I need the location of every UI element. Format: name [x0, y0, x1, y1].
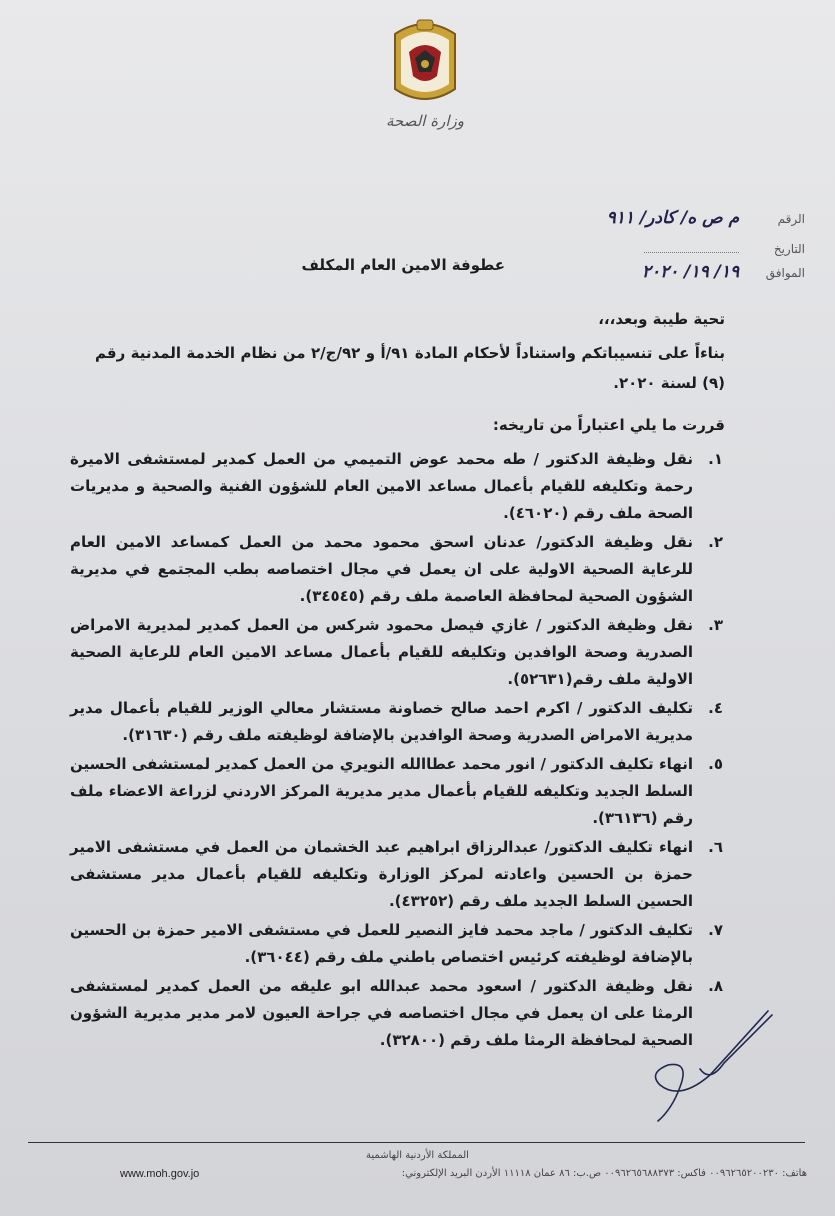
ministry-name: وزارة الصحة: [386, 112, 464, 130]
list-item: [70, 612, 723, 693]
item-text: انهاء تكليف الدكتور / انور محمد عطاالله النويري من العمل كمدير لمستشفى الحسين السلط الجديد وتكليفه للقيام بأعمال مدير مديرية المركز الاردني لزراعة الاعضاء ملف رقم (٣٦١٣٦).: [70, 755, 693, 827]
item-text: انهاء تكليف الدكتور/ عبدالرزاق ابراهيم عبد الخشمان من العمل في مستشفى الامير حمزة بن الحسين واعادته لمركز الوزارة وتكليفه للقيام بأعمال مدير مستشفى الحسين السلط الجديد ملف رقم (٤٣٢٥٢).: [70, 838, 693, 910]
item-text: تكليف الدكتور / ماجد محمد فايز النصير للعمل في مستشفى الامير حمزة بن الحسين بالإضافة لوظيفته كرئيس اختصاص باطني ملف رقم (٣٦٠٤٤).: [70, 921, 693, 966]
hijri-row: [642, 262, 805, 282]
intro-paragraph: بناءاً على تنسيباتكم واستناداً لأحكام المادة ٩١/أ و ٩٢/ج/٢ من نظام الخدمة المدنية رقم (٩) لسنة ٢٠٢٠.: [95, 344, 726, 392]
footer-contact: هاتف: ٠٠٩٦٢٦٥٢٠٠٢٣٠ فاكس: ٠٠٩٦٢٦٥٦٨٨٣٧٣ ص.ب: ٨٦ عمان ١١١١٨ الأردن البريد الإلكتروني:: [401, 1168, 807, 1179]
date-value: [644, 252, 739, 253]
ref-label: الرقم: [777, 212, 805, 226]
ref-row: [607, 208, 805, 228]
item-number: ٥.: [708, 755, 723, 773]
footer-country: المملكة الأردنية الهاشمية: [366, 1150, 469, 1161]
recipient: عطوفة الامين العام المكلف: [301, 256, 505, 274]
decision-list: [70, 446, 723, 1056]
item-text: نقل وظيفة الدكتور/ عدنان اسحق محمود محمد من العمل كمساعد الامين العام للرعاية الصحية الاولية على ان يعمل في مجال اختصاصه بطب المجتمع في مديرية الشؤون الصحية لمحافظة العاصمة ملف رقم (٣٤٥٤٥).: [70, 533, 693, 605]
list-item: [70, 973, 723, 1054]
footer-divider: [28, 1142, 805, 1143]
item-text: نقل وظيفة الدكتور / اسعود محمد عبدالله ابو عليقه من العمل كمدير لمستشفى الرمثا على ان يعمل في مجال اختصاصه في جراحة العيون لامر مدير مديرية الشؤون الصحية لمحافظة الرمثا ملف رقم (٣٢٨٠٠).: [70, 977, 693, 1049]
item-text: نقل وظيفة الدكتور / غازي فيصل محمود شركس من العمل كمدير لمديرية الامراض الصدرية وصحة الوافدين وتكليفه للقيام بأعمال مساعد الامين العام للرعاية الصحية الاولية ملف رقم(٥٢٦٣١).: [70, 616, 693, 688]
item-number: ٣.: [708, 616, 723, 634]
greeting: تحية طيبة وبعد،،،: [598, 310, 725, 328]
date-row: [644, 242, 805, 256]
item-number: ٦.: [708, 838, 723, 856]
list-item: [70, 834, 723, 915]
item-number: ١.: [708, 450, 723, 468]
signature-icon: [640, 1005, 775, 1125]
item-number: ٨.: [708, 977, 723, 995]
list-item: [70, 917, 723, 971]
list-item: [70, 529, 723, 610]
item-text: تكليف الدكتور / اكرم احمد صالح خصاونة مستشار معالي الوزير للقيام بأعمال مدير مديرية الامراض الصدرية وصحة الوافدين بالإضافة لوظيفته ملف رقم (٣١٦٣٠).: [70, 699, 693, 744]
item-number: ٢.: [708, 533, 723, 551]
list-item: [70, 695, 723, 749]
list-item: [70, 751, 723, 832]
jordan-crest-icon: [385, 14, 465, 114]
item-number: ٤.: [708, 699, 723, 717]
ref-value: م ص ه/ كادر/ ٩١١: [606, 208, 740, 228]
footer-website[interactable]: www.moh.gov.jo: [120, 1168, 200, 1180]
date-label: التاريخ: [773, 242, 805, 256]
hijri-label: الموافق: [765, 266, 805, 280]
hijri-value: ١٩/ ١٩/ ٢٠٢٠: [641, 262, 740, 282]
item-text: نقل وظيفة الدكتور / طه محمد عوض التميمي من العمل كمدير لمستشفى الاميرة رحمة وتكليفه للقيام بأعمال مساعد الامين العام للشؤون الفنية والصحية و مديريات الصحة ملف رقم (٤٦٠٢٠).: [70, 450, 693, 522]
decided-line: قررت ما يلي اعتباراً من تاريخه:: [492, 416, 725, 434]
item-number: ٧.: [708, 921, 723, 939]
list-item: [70, 446, 723, 527]
